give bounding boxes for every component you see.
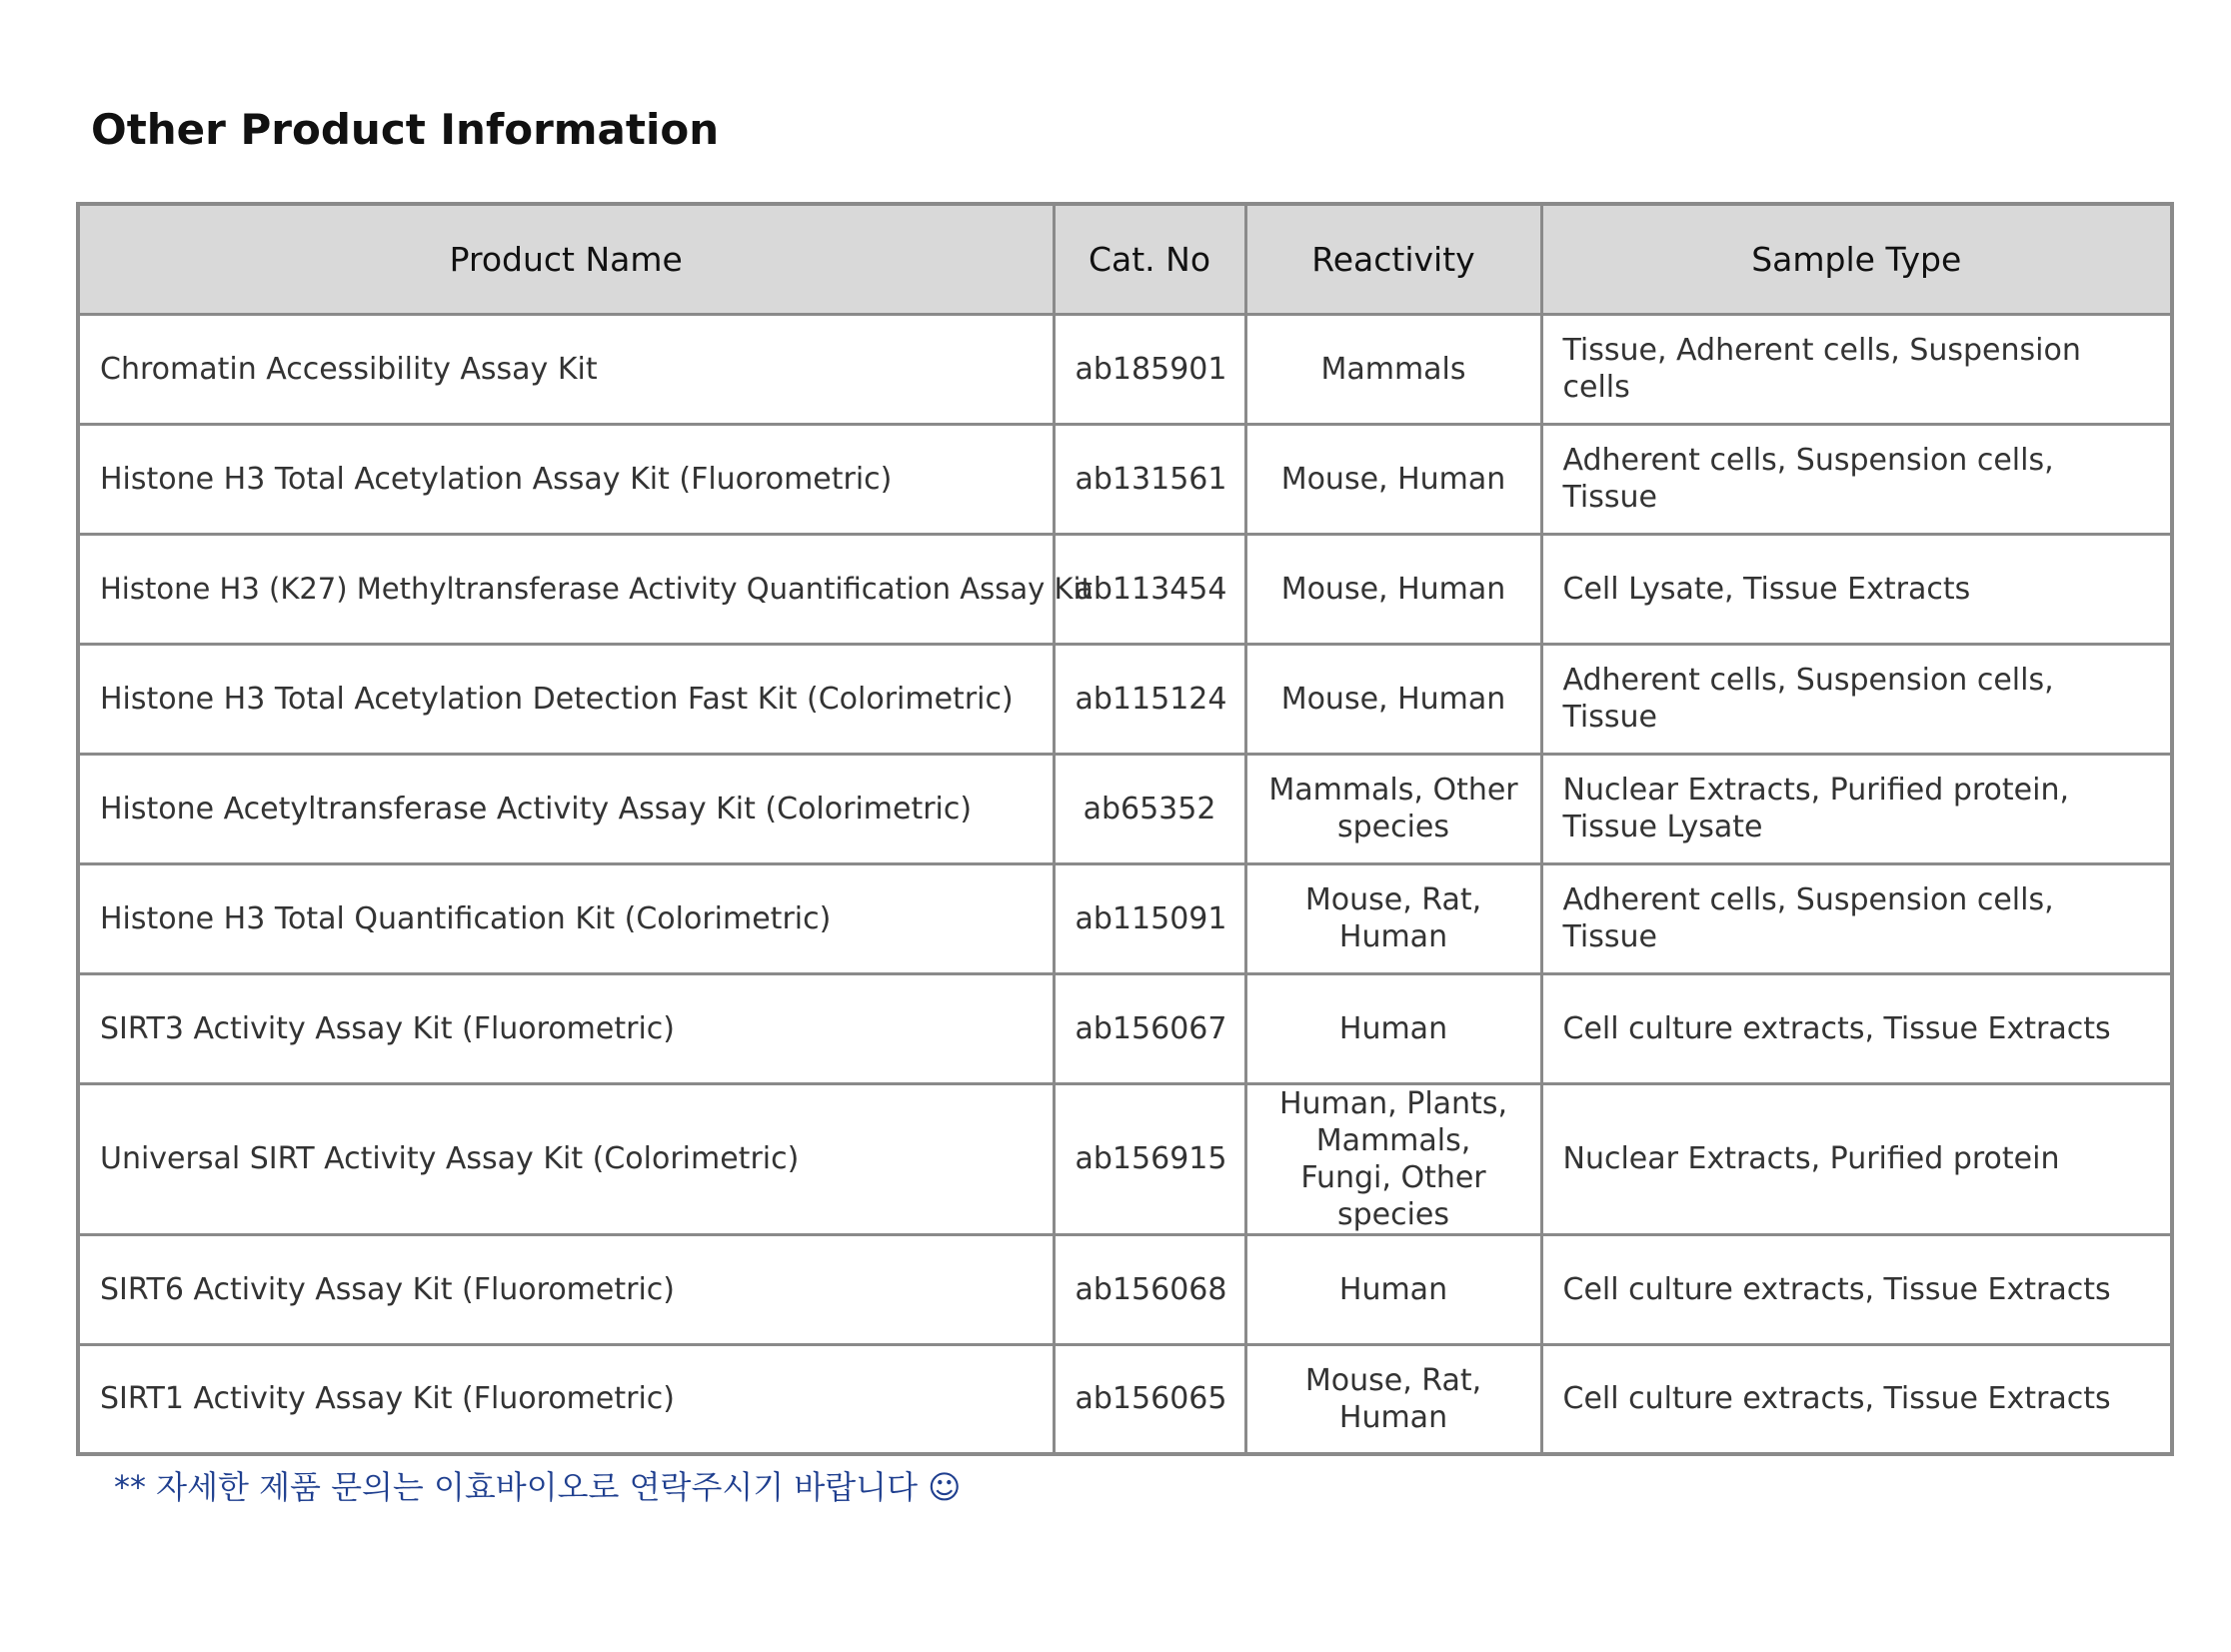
product-name-cell: Histone H3 Total Acetylation Assay Kit (Fluorometric) [78, 424, 1054, 534]
table-row [78, 424, 2172, 534]
contact-note: ** 자세한 제품 문의는 이효바이오로 연락주시기 바랍니다 ☺ [114, 1468, 962, 1506]
table-row [78, 754, 2172, 863]
table-row [78, 863, 2172, 973]
table-body [78, 314, 2172, 1454]
sample-type-cell: Cell culture extracts, Tissue Extracts [1541, 1234, 2172, 1344]
table-row [78, 1234, 2172, 1344]
header-row [78, 204, 2172, 314]
product-name-cell: SIRT3 Activity Assay Kit (Fluorometric) [78, 973, 1054, 1083]
table-row [78, 314, 2172, 424]
header-product-name: Product Name [78, 204, 1054, 314]
table-row [78, 1344, 2172, 1454]
table-row [78, 644, 2172, 754]
sample-type-cell: Tissue, Adherent cells, Suspension cells [1541, 314, 2172, 424]
product-name-cell: Universal SIRT Activity Assay Kit (Colorimetric) [78, 1083, 1054, 1234]
sample-type-cell: Nuclear Extracts, Purified protein [1541, 1083, 2172, 1234]
sample-type-cell: Cell culture extracts, Tissue Extracts [1541, 973, 2172, 1083]
cat-no-cell: ab156915 [1054, 1083, 1245, 1234]
sample-type-cell: Adherent cells, Suspension cells, Tissue [1541, 424, 2172, 534]
cat-no-cell: ab156068 [1054, 1234, 1245, 1344]
product-name-cell: Histone H3 (K27) Methyltransferase Activity Quantification Assay Kit [78, 534, 1054, 644]
reactivity-cell: Human [1245, 1234, 1541, 1344]
cat-no-cell: ab115124 [1054, 644, 1245, 754]
product-name-cell: Chromatin Accessibility Assay Kit [78, 314, 1054, 424]
reactivity-cell: Mouse, Human [1245, 644, 1541, 754]
cat-no-cell: ab113454 [1054, 534, 1245, 644]
product-name-cell: SIRT6 Activity Assay Kit (Fluorometric) [78, 1234, 1054, 1344]
sample-type-cell: Cell Lysate, Tissue Extracts [1541, 534, 2172, 644]
table-row [78, 534, 2172, 644]
sample-type-cell: Adherent cells, Suspension cells, Tissue [1541, 644, 2172, 754]
reactivity-cell: Mouse, Rat, Human [1245, 1344, 1541, 1454]
cat-no-cell: ab156067 [1054, 973, 1245, 1083]
reactivity-cell: Mouse, Rat, Human [1245, 863, 1541, 973]
sample-type-cell: Nuclear Extracts, Purified protein, Tissue Lysate [1541, 754, 2172, 863]
reactivity-cell: Mammals [1245, 314, 1541, 424]
reactivity-cell: Human, Plants, Mammals, Fungi, Other species [1245, 1083, 1541, 1234]
sample-type-cell: Cell culture extracts, Tissue Extracts [1541, 1344, 2172, 1454]
cat-no-cell: ab65352 [1054, 754, 1245, 863]
product-name-cell: Histone Acetyltransferase Activity Assay Kit (Colorimetric) [78, 754, 1054, 863]
product-table [76, 202, 2174, 1456]
table-row [78, 1083, 2172, 1234]
page-title: Other Product Information [91, 105, 720, 154]
table-row [78, 973, 2172, 1083]
table-header [78, 204, 2172, 314]
sample-type-cell: Adherent cells, Suspension cells, Tissue [1541, 863, 2172, 973]
cat-no-cell: ab131561 [1054, 424, 1245, 534]
reactivity-cell: Mouse, Human [1245, 424, 1541, 534]
header-sample-type: Sample Type [1541, 204, 2172, 314]
cat-no-cell: ab185901 [1054, 314, 1245, 424]
cat-no-cell: ab115091 [1054, 863, 1245, 973]
cat-no-cell: ab156065 [1054, 1344, 1245, 1454]
reactivity-cell: Mammals, Other species [1245, 754, 1541, 863]
header-reactivity: Reactivity [1245, 204, 1541, 314]
product-name-cell: SIRT1 Activity Assay Kit (Fluorometric) [78, 1344, 1054, 1454]
reactivity-cell: Mouse, Human [1245, 534, 1541, 644]
product-name-cell: Histone H3 Total Acetylation Detection Fast Kit (Colorimetric) [78, 644, 1054, 754]
product-name-cell: Histone H3 Total Quantification Kit (Colorimetric) [78, 863, 1054, 973]
header-cat-no: Cat. No [1054, 204, 1245, 314]
reactivity-cell: Human [1245, 973, 1541, 1083]
